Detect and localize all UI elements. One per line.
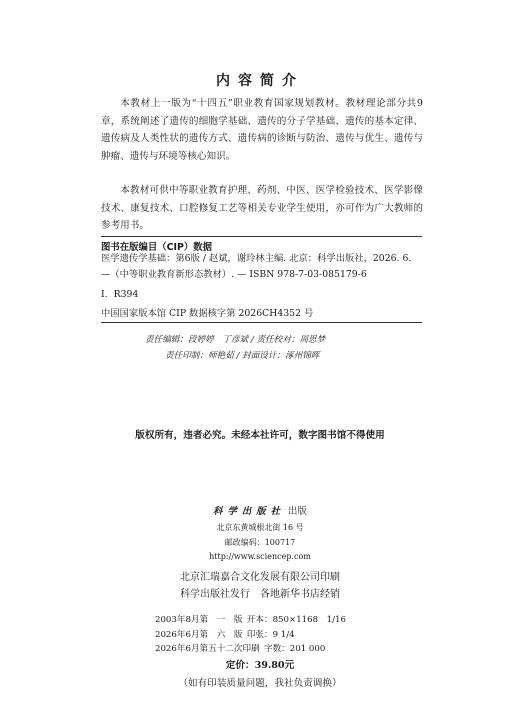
publisher-line: [0, 503, 520, 517]
editor-credits: [145, 332, 325, 364]
rights-notice: 版权所有，违者必究。未经本社许可，数字图书馆不得使用: [135, 430, 385, 441]
divider-bottom: [101, 322, 422, 323]
distributor-line: 科学出版社发行 各地新华书店经销: [180, 589, 340, 600]
summary-title: 内容简介: [216, 73, 304, 89]
cip-record: 医学遗传学基础：第6版 / 赵斌，谢玲林主编. 北京：科学出版社，2026. 6. —（中等职业教育新形态教材）. — ISBN 978-7-03-085179-6: [101, 253, 412, 280]
divider-top: [101, 236, 422, 237]
summary-paragraph-1: 本教材上一版为“十四五”职业教育国家规划教材。教材理论部分共9章，系统阐述了遗传的细胞学基础、遗传的分子学基础、遗传的基本定律、遗传病及人类性状的遗传方式、遗传病的诊断与防治、遗传与优生、遗传与肿瘤、遗传与环境等核心知识。: [101, 98, 423, 162]
quality-note: （如有印装质量问题，我社负责调换）: [178, 678, 342, 689]
price: [0, 657, 520, 671]
cip-heading: 图书在版编目（CIP）数据: [101, 242, 212, 253]
editor-credits-line-1: 责任编辑：段婷婷 丁彦斌 / 责任校对：周思梦: [145, 335, 326, 345]
editor-credits-line-2: 责任印制：师艳茹 / 封面设计：涿州锦晖: [165, 351, 320, 361]
cip-class-code: R394: [113, 289, 139, 300]
edition-info: [155, 613, 346, 657]
publisher-website: http://www.sciencep.com: [209, 552, 311, 561]
edition-row: 2026年6月第 六 版 印张：9 1/4: [155, 629, 295, 640]
edition-row: 2003年8月第 一 版 开本：850×1168 1/16: [155, 615, 346, 625]
cip-library-number: 中国国家版本馆 CIP 数据核字第 2026CH4352 号: [101, 308, 314, 319]
price-value: 39.80元: [254, 660, 295, 671]
printer-line: 北京汇瑞嘉合文化发展有限公司印刷: [180, 572, 340, 583]
cip-class-roman: Ⅰ.: [101, 289, 108, 300]
publisher-suffix: 出版: [288, 506, 307, 517]
cip-classification: [101, 289, 144, 300]
publisher-postcode: 邮政编码：100717: [224, 538, 296, 547]
edition-row: 2026年6月第五十二次印刷 字数：201 000: [155, 644, 326, 654]
price-label: 定价：: [225, 660, 255, 671]
publisher-address: 北京东黄城根北街 16 号: [216, 523, 304, 532]
summary-paragraph-2: 本教材可供中等职业教育护理、药剂、中医、医学检验技术、医学影像技术、康复技术、口腔修复工艺等相关专业学生使用，亦可作为广大教师的参考用书。: [101, 185, 423, 231]
publisher-name: 科学出版社: [213, 506, 286, 517]
